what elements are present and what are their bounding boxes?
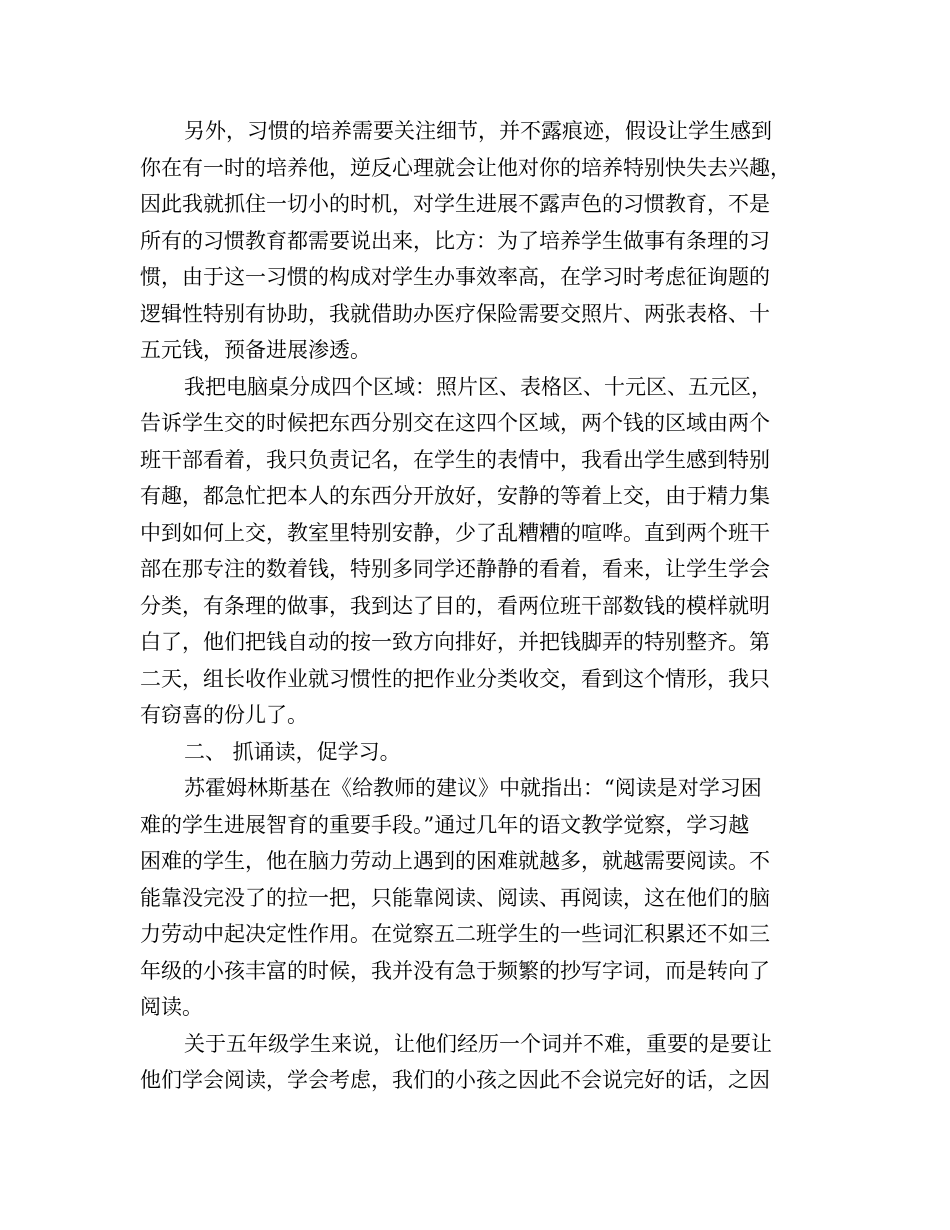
document-body: [140, 113, 820, 1099]
paragraph-line: 力劳动中起决定性作用。在觉察五二班学生的一些词汇积累还不如三: [140, 922, 770, 946]
paragraph-line: 他们学会阅读，学会考虑，我们的小孩之因此不会说完好的话，之因: [140, 1068, 770, 1092]
paragraph-line: 困难的学生，他在脑力劳动上遇到的困难就越多，就越需要阅读。不: [140, 849, 770, 873]
paragraph-line: 分类，有条理的做事，我到达了目的，看两位班干部数钱的模样就明: [140, 593, 770, 618]
paragraph-line: 五元钱，预备进展渗透。: [140, 338, 371, 362]
paragraph-line: 有趣，都急忙把本人的东西分开放好，安静的等着上交，由于精力集: [140, 484, 770, 508]
paragraph-line: 因此我就抓住一切小的时机，对学生进展不露声色的习惯教育，不是: [140, 192, 770, 216]
section-heading: 二、 抓诵读，促学习。: [184, 739, 401, 764]
paragraph-line: 阅读。: [140, 995, 203, 1019]
paragraph-line: 惯，由于这一习惯的构成对学生办事效率高，在学习时考虑征询题的: [140, 265, 770, 289]
paragraph-line: 告诉学生交的时候把东西分别交在这四个区域，两个钱的区域由两个: [140, 411, 770, 435]
paragraph-line: 关于五年级学生来说，让他们经历一个词并不难，重要的是要让: [184, 1031, 772, 1056]
paragraph-line: 另外，习惯的培养需要关注细节，并不露痕迹，假设让学生感到: [184, 119, 772, 143]
paragraph-line: 我把电脑桌分成四个区域：照片区、表格区、十元区、五元区，: [184, 374, 772, 399]
paragraph-line: 逻辑性特别有协助，我就借助办医疗保险需要交照片、两张表格、十: [140, 301, 770, 326]
paragraph-line: 你在有一时的培养他，逆反心理就会让他对你的培养特别快失去兴趣，: [140, 155, 791, 180]
paragraph-line: 白了，他们把钱自动的按一致方向排好，并把钱脚弄的特别整齐。第: [140, 630, 770, 654]
paragraph-line: 中到如何上交，教室里特别安静，少了乱糟糟的喧哗。直到两个班干: [140, 520, 770, 545]
paragraph-line: 二天，组长收作业就习惯性的把作业分类收交，看到这个情形，我只: [140, 666, 770, 691]
paragraph-line: 难的学生进展智育的重要手段。”通过几年的语文教学觉察，学习越: [140, 812, 750, 837]
paragraph-line: 年级的小孩丰富的时候，我并没有急于频繁的抄写字词，而是转向了: [140, 958, 770, 983]
paragraph-line: 所有的习惯教育都需要说出来，比方：为了培养学生做事有条理的习: [140, 228, 770, 253]
paragraph-line: 部在那专注的数着钱，特别多同学还静静的看着，看来，让学生学会: [140, 557, 770, 581]
paragraph-line: 班干部看着，我只负责记名，在学生的表情中，我看出学生感到特别: [140, 447, 770, 472]
paragraph-line: 苏霍姆林斯基在《给教师的建议》中就指出：“阅读是对学习困: [184, 776, 762, 800]
paragraph-line: 能靠没完没了的拉一把，只能靠阅读、阅读、再阅读，这在他们的脑: [140, 885, 770, 910]
paragraph-line: 有窃喜的份儿了。: [140, 703, 308, 727]
